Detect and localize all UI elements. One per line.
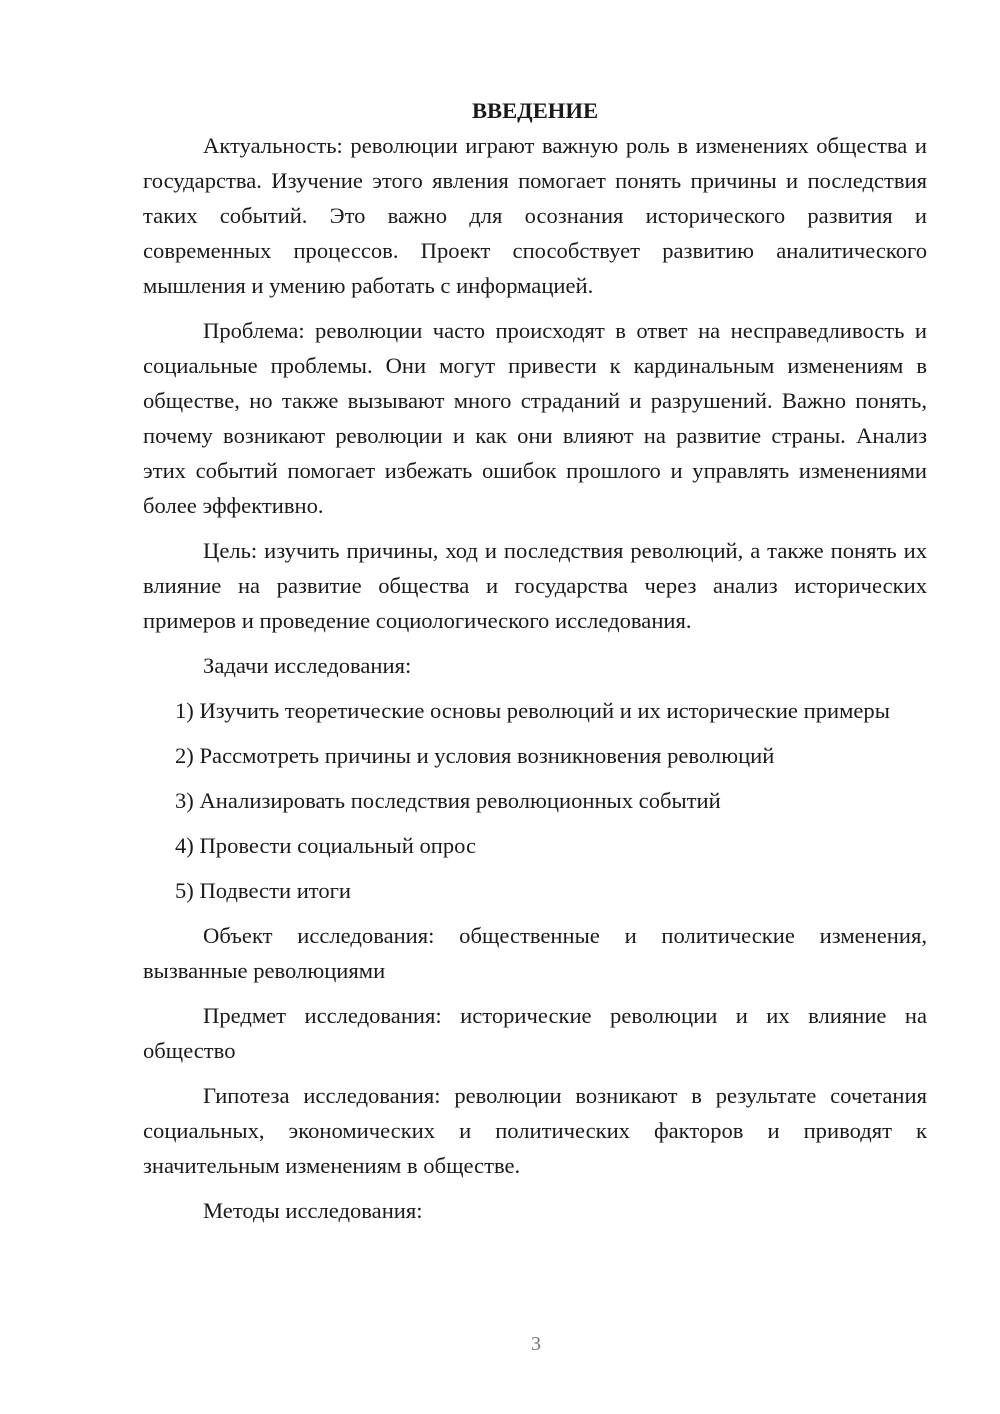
problem-paragraph: Проблема: революции часто происходят в ответ на несправедливость и социальные проблемы. Они могут привести к кардинальным изменениям в обществе, но также вызывают много страданий и разрушений. Важно понять, почему возникают революции и как они влияют на развитие страны. Анализ этих событий помогает избежать ошибок прошлого и управлять изменениями более эффективно. [143,318,927,518]
page-title: ВВЕДЕНИЕ [471,98,599,123]
page-number: 3 [531,1333,541,1355]
object-paragraph: Объект исследования: общественные и политические изменения, вызванные революциями [143,923,927,983]
tasks-heading: Задачи исследования: [203,653,412,678]
task-item: 4) Провести социальный опрос [175,833,477,858]
relevance-paragraph: Актуальность: революции играют важную роль в изменениях общества и государства. Изучение этого явления помогает понять причины и последствия таких событий. Это важно для осознания исторического развития и современных процессов. Проект способствует развитию аналитического мышления и умению работать с информацией. [143,133,927,298]
hypothesis-paragraph: Гипотеза исследования: революции возникают в результате сочетания социальных, экономических и политических факторов и приводят к значительным изменениям в обществе. [143,1083,927,1178]
goal-paragraph: Цель: изучить причины, ход и последствия революций, а также понять их влияние на развитие общества и государства через анализ исторических примеров и проведение социологического исследования. [143,538,927,633]
task-item: 2) Рассмотреть причины и условия возникновения революций [175,743,775,768]
subject-paragraph: Предмет исследования: исторические революции и их влияние на общество [143,1003,927,1063]
task-item: 1) Изучить теоретические основы революций и их исторические примеры [175,698,890,723]
task-item: 3) Анализировать последствия революционных событий [175,788,721,813]
page-content [143,93,927,1238]
task-item: 5) Подвести итоги [175,878,352,903]
methods-heading: Методы исследования: [203,1198,423,1223]
